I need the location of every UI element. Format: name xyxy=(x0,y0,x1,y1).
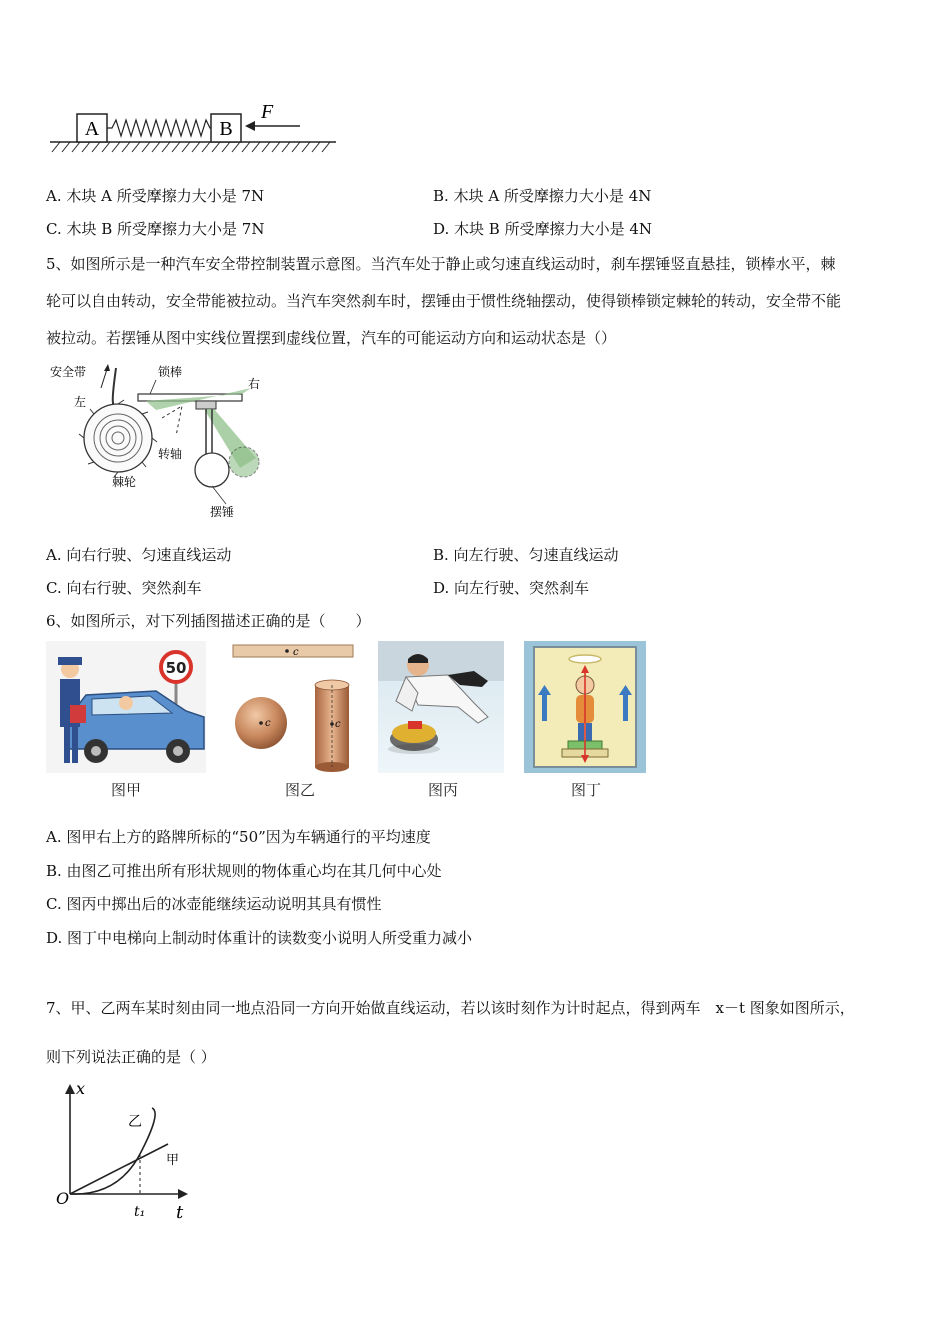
q4-option-d: D. 木块 B 所受摩擦力大小是 4N xyxy=(433,220,653,238)
line-jia xyxy=(70,1144,168,1194)
label-c-rod: c xyxy=(293,647,299,658)
x-axis-label: t xyxy=(176,1202,184,1223)
spring xyxy=(107,120,211,136)
label-pendulum: 摆锤 xyxy=(210,505,235,519)
label-belt: 安全带 xyxy=(50,365,87,379)
q5-option-a: A. 向右行驶、匀速直线运动 xyxy=(46,546,232,564)
q7-stem-line1: 7、甲、乙两车某时刻由同一地点沿同一方向开始做直线运动，若以该时刻作为计时起点，得到两车 x－t 图象如图所示， xyxy=(46,999,855,1017)
q4-option-a: A. 木块 A 所受摩擦力大小是 7N xyxy=(46,187,265,205)
q6-stem: 6、如图所示，对下列插图描述正确的是（ ） xyxy=(46,612,371,630)
force-label: F xyxy=(261,101,274,123)
seatbelt-mechanism-figure xyxy=(46,358,276,523)
origin-label: O xyxy=(56,1189,70,1208)
image-bing xyxy=(378,641,504,773)
label-ratchet: 棘轮 xyxy=(112,475,137,489)
block-b-label: B xyxy=(219,118,233,140)
q4-option-c: C. 木块 B 所受摩擦力大小是 7N xyxy=(46,220,265,238)
label-lock-rod: 锁棒 xyxy=(158,365,183,379)
q6-option-a: A. 图甲右上方的路牌所标的“50”因为车辆通行的平均速度 xyxy=(46,828,431,846)
label-axis: 转轴 xyxy=(158,447,183,461)
spring-blocks-figure xyxy=(48,98,348,158)
q5-stem-line3: 被拉动。若摆锤从图中实线位置摆到虚线位置，汽车的可能运动方向和运动状态是（） xyxy=(46,329,617,347)
image-yi xyxy=(227,641,359,773)
pendulum-bob xyxy=(195,453,229,487)
xt-graph xyxy=(52,1078,202,1228)
q6-option-d: D. 图丁中电梯向上制动时体重计的读数变小说明人所受重力减小 xyxy=(46,929,473,947)
image-ding xyxy=(524,641,646,773)
label-c-cylinder: c xyxy=(335,719,341,730)
image-jia xyxy=(46,641,206,773)
label-right: 右 xyxy=(248,377,261,391)
y-axis-label: x xyxy=(76,1079,86,1098)
label-c-sphere: c xyxy=(265,718,271,729)
q5-stem-line2: 轮可以自由转动，安全带能被拉动。当汽车突然刹车时，摆锤由于惯性绕轴摆动，使得锁棒锁定棘轮的转动，安全带不能 xyxy=(46,292,842,310)
block-a-label: A xyxy=(84,118,100,140)
caption-jia: 图甲 xyxy=(110,781,141,799)
t1-label: t₁ xyxy=(134,1204,146,1220)
q5-option-b: B. 向左行驶、匀速直线运动 xyxy=(433,546,619,564)
q5-stem-line1: 5、如图所示是一种汽车安全带控制装置示意图。当汽车处于静止或匀速直线运动时，刹车摆锤竖直悬挂，锁棒水平，棘 xyxy=(46,255,836,273)
label-left: 左 xyxy=(74,395,87,409)
speed-sign-label: 50 xyxy=(165,659,187,677)
q7-stem-line2: 则下列说法正确的是（ ） xyxy=(46,1048,216,1066)
q6-option-b: B. 由图乙可推出所有形状规则的物体重心均在其几何中心处 xyxy=(46,862,442,880)
curve-yi-label: 乙 xyxy=(128,1114,142,1130)
caption-ding: 图丁 xyxy=(570,781,601,799)
q5-option-c: C. 向右行驶、突然刹车 xyxy=(46,579,202,597)
curve-yi xyxy=(70,1108,155,1194)
caption-bing: 图丙 xyxy=(427,781,458,799)
q5-option-d: D. 向左行驶、突然刹车 xyxy=(433,579,590,597)
q4-option-b: B. 木块 A 所受摩擦力大小是 4N xyxy=(433,187,652,205)
line-jia-label: 甲 xyxy=(166,1153,180,1168)
q6-option-c: C. 图丙中掷出后的冰壶能继续运动说明其具有惯性 xyxy=(46,895,382,913)
caption-yi: 图乙 xyxy=(284,781,315,799)
